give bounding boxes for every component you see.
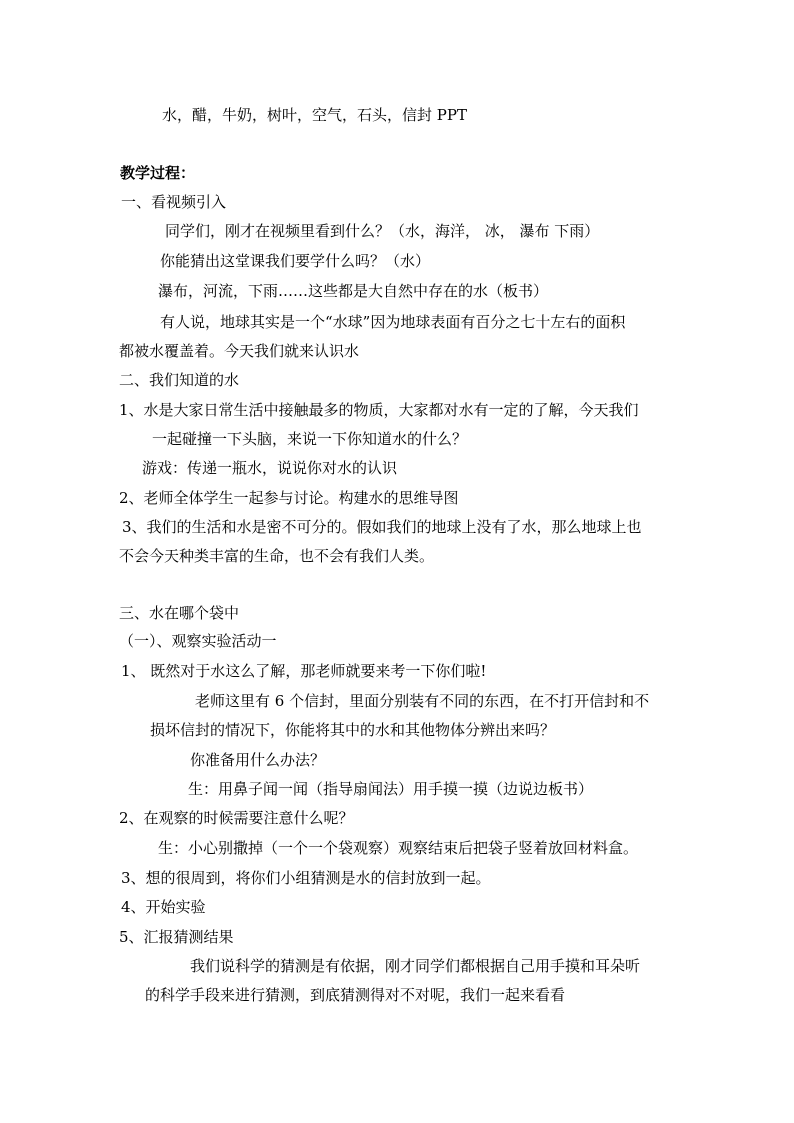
part3-item: 3、想的很周到，将你们小组猜测是水的信封放到一起。 xyxy=(121,869,491,887)
part3-paragraph: 生：用鼻子闻一闻（指导扇闻法）用手摸一摸（边说边板书） xyxy=(188,780,594,798)
part2-item: 1、水是大家日常生活中接触最多的物质，大家都对水有一定的了解，今天我们 xyxy=(119,401,639,419)
part2-item: 不会今天种类丰富的生命，也不会有我们人类。 xyxy=(119,547,435,565)
part3-item: 4、开始实验 xyxy=(121,898,206,916)
part1-paragraph: 你能猜出这堂课我们要学什么吗？（水） xyxy=(160,252,431,270)
part3-item: 5、汇报猜测结果 xyxy=(119,928,234,946)
part3-paragraph: 的科学手段来进行猜测，到底猜测得对不对呢，我们一起来看看 xyxy=(145,986,566,1004)
part1-paragraph: 同学们，刚才在视频里看到什么？（水，海洋， 冰， 瀑布 下雨） xyxy=(165,222,600,240)
part2-game: 游戏：传递一瓶水，说说你对水的认识 xyxy=(142,459,398,477)
section-title: 教学过程： xyxy=(120,164,196,182)
part1-paragraph: 有人说，地球其实是一个“水球”因为地球表面有百分之七十左右的面积 xyxy=(160,313,626,331)
part3-paragraph: 损坏信封的情况下，你能将其中的水和其他物体分辨出来吗？ xyxy=(150,721,556,739)
part2-item: 3、我们的生活和水是密不可分的。假如我们的地球上没有了水，那么地球上也 xyxy=(122,518,642,536)
part1-heading: 一、看视频引入 xyxy=(121,193,227,211)
part2-heading: 二、我们知道的水 xyxy=(119,371,240,389)
part3-paragraph: 老师这里有 6 个信封，里面分别装有不同的东西，在不打开信封和不 xyxy=(195,692,650,710)
part2-item: 一起碰撞一下头脑，来说一下你知道水的什么？ xyxy=(152,430,468,448)
part2-item: 2、老师全体学生一起参与讨论。构建水的思维导图 xyxy=(119,489,459,507)
part3-item: 2、在观察的时候需要注意什么呢？ xyxy=(119,809,354,827)
part1-paragraph: 瀑布，河流，下雨……这些都是大自然中存在的水（板书） xyxy=(158,282,549,300)
part3-subheading: （一）、观察实验活动一 xyxy=(119,632,277,650)
part3-paragraph: 我们说科学的猜测是有依据，刚才同学们都根据自己用手摸和耳朵听 xyxy=(190,957,641,975)
part1-paragraph: 都被水覆盖着。今天我们就来认识水 xyxy=(119,342,360,360)
materials-line: 水，醋，牛奶，树叶，空气，石头，信封 PPT xyxy=(162,106,467,124)
part3-item: 1、 既然对于水这么了解，那老师就要来考一下你们啦! xyxy=(121,662,487,680)
part3-paragraph: 生：小心别撒掉（一个一个袋观察）观察结束后把袋子竖着放回材料盒。 xyxy=(158,839,639,857)
part3-paragraph: 你准备用什么办法？ xyxy=(190,751,326,769)
part3-heading: 三、水在哪个袋中 xyxy=(119,604,240,622)
